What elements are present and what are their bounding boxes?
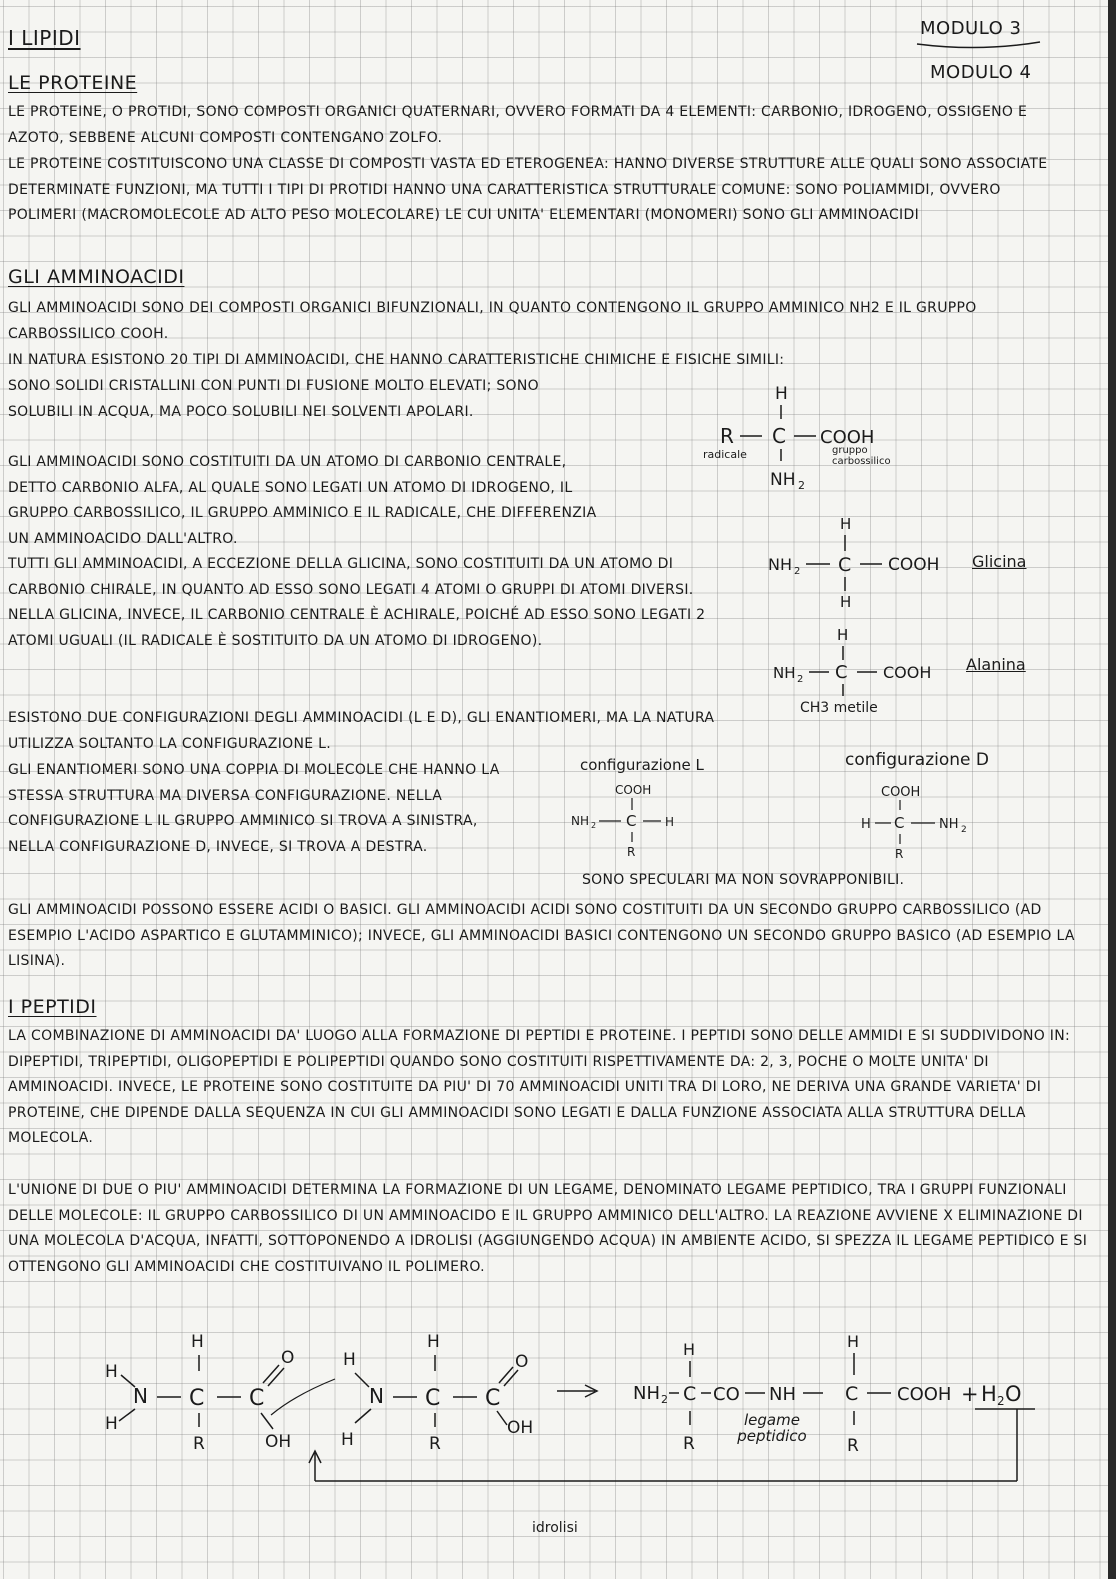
heading-peptidi: I PEPTIDI <box>8 996 97 1018</box>
svg-text:R: R <box>683 1434 695 1454</box>
svg-text:H: H <box>837 626 849 644</box>
svg-text:O: O <box>515 1352 529 1372</box>
amminoacidi-paragraph-7: GLI AMMINOACIDI POSSONO ESSERE ACIDI O BASICI. GLI AMMINOACIDI ACIDI SONO COSTITUITI DA UN SECONDO GRUPPO CARBOSSILICO (AD ESEMPIO L'ACIDO ASPARTICO E GLUTAMMINICO); INVECE, GLI AMMINOACIDI BASICI CONTENGONO UN SECONDO GRUPPO BASICO (AD ESEMPIO LA LISINA). <box>8 902 1075 970</box>
svg-text:N: N <box>369 1384 384 1408</box>
svg-text:R: R <box>720 424 734 448</box>
svg-text:2: 2 <box>798 479 805 492</box>
svg-text:H: H <box>105 1414 118 1434</box>
legame-peptidico-label: legame peptidico <box>737 1411 807 1445</box>
svg-text:COOH: COOH <box>615 783 652 797</box>
svg-text:COOH: COOH <box>820 427 875 448</box>
peptidi-paragraph-2: L'UNIONE DI DUE O PIU' AMMINOACIDI DETERMINA LA FORMAZIONE DI UN LEGAME, DENOMINATO LEGAME PEPTIDICO, TRA I GRUPPI FUNZIONALI DELLE MOLECOLE: IL GRUPPO CARBOSSILICO DI UN AMMINOACIDO E IL GRUPPO AMMINICO DELL'ALTRO. LA REAZIONE AVVIENE X ELIMINAZIONE DI UNA MOLECOLA D'ACQUA, INFATTI, SOTTOPONENDO A IDROLISI (AGGIUNGENDO ACQUA) IN AMBIENTE ACIDO, SI SPEZZA IL LEGAME PEPTIDICO E SI OTTENGONO GLI AMMINOACIDI CHE COSTITUIVANO IL POLIMERO. <box>8 1182 1088 1275</box>
svg-text:H: H <box>683 1340 696 1359</box>
svg-text:NH: NH <box>571 814 589 828</box>
svg-text:OH: OH <box>265 1432 292 1452</box>
heading-proteine: LE PROTEINE <box>8 72 138 94</box>
svg-text:O: O <box>281 1348 295 1368</box>
svg-text:H: H <box>343 1350 356 1370</box>
svg-text:H: H <box>341 1430 354 1450</box>
amminoacidi-paragraph-4: TUTTI GLI AMMINOACIDI, A ECCEZIONE DELLA GLICINA, SONO COSTITUITI DA UN ATOMO DI CARBONIO CHIRALE, IN QUANTO AD ESSO SONO LEGATI 4 ATOMI O GRUPPI DI ATOMI DIVERSI. NELLA GLICINA, INVECE, IL CARBONIO CENTRALE È ACHIRALE, POICHÉ AD ESSO SONO LEGATI 2 ATOMI UGUALI (IL RADICALE È SOSTITUITO DA UN ATOMO DI IDROGENO). <box>8 556 706 649</box>
svg-text:NH: NH <box>768 555 792 574</box>
svg-text:H: H <box>191 1332 204 1352</box>
speculari-note: SONO SPECULARI MA NON SOVRAPPONIBILI. <box>582 872 905 888</box>
module-3-underline <box>915 38 1045 50</box>
svg-text:R: R <box>429 1434 441 1454</box>
svg-text:H: H <box>840 593 852 611</box>
svg-text:O: O <box>1005 1382 1022 1406</box>
alanina-label: Alanina <box>966 655 1026 674</box>
metile-label: CH3 metile <box>800 700 878 716</box>
idrolisi-label: idrolisi <box>532 1520 578 1536</box>
svg-text:C: C <box>425 1386 441 1411</box>
svg-text:2: 2 <box>997 1394 1005 1408</box>
svg-text:NH: NH <box>769 1384 796 1405</box>
svg-text:+: + <box>961 1382 979 1406</box>
svg-text:H: H <box>105 1362 118 1382</box>
svg-text:H: H <box>427 1332 440 1352</box>
svg-text:H: H <box>981 1382 997 1406</box>
svg-text:H: H <box>840 515 852 533</box>
generic-group-label: gruppo carbossilico <box>832 445 891 467</box>
svg-text:H: H <box>847 1332 860 1351</box>
svg-text:NH: NH <box>770 470 796 490</box>
config-d-diagram <box>855 780 995 865</box>
svg-text:2: 2 <box>661 1393 668 1406</box>
config-d-label: configurazione D <box>845 750 989 770</box>
amminoacidi-paragraph-2b: SONO SOLIDI CRISTALLINI CON PUNTI DI FUSIONE MOLTO ELEVATI; SONO SOLUBILI IN ACQUA, MA POCO SOLUBILI NEI SOLVENTI APOLARI. <box>8 378 539 420</box>
svg-text:C: C <box>626 812 637 830</box>
svg-text:NH: NH <box>773 664 796 682</box>
glicina-diagram <box>760 515 960 615</box>
svg-text:C: C <box>189 1386 205 1411</box>
heading-amminoacidi: GLI AMMINOACIDI <box>8 266 185 288</box>
amminoacidi-paragraph-3: GLI AMMINOACIDI SONO COSTITUITI DA UN ATOMO DI CARBONIO CENTRALE, DETTO CARBONIO ALFA, AL QUALE SONO LEGATI UN ATOMO DI IDROGENO, IL GRUPPO CARBOSSILICO, IL GRUPPO AMMINICO E IL RADICALE, CHE DIFFERENZIA UN AMMINOACIDO DALL'ALTRO. <box>8 454 597 547</box>
svg-text:H: H <box>775 385 788 404</box>
svg-text:OH: OH <box>507 1418 534 1438</box>
svg-text:COOH: COOH <box>888 555 940 575</box>
svg-text:R: R <box>193 1434 205 1454</box>
generic-radical-label: radicale <box>703 448 747 461</box>
svg-text:R: R <box>627 845 636 859</box>
proteine-paragraph-1: LE PROTEINE, O PROTIDI, SONO COMPOSTI ORGANICI QUATERNARI, OVVERO FORMATI DA 4 ELEMENTI: CARBONIO, IDROGENO, OSSIGENO E AZOTO, SEBBENE ALCUNI COMPOSTI CONTENGANO ZOLFO. <box>8 104 1028 146</box>
glicina-label: Glicina <box>972 552 1027 571</box>
peptidi-paragraph-1: LA COMBINAZIONE DI AMMINOACIDI DA' LUOGO ALLA FORMAZIONE DI PEPTIDI E PROTEINE. I PEPTIDI SONO DELLE AMMIDI E SI SUDDIVIDONO IN: DIPEPTIDI, TRIPEPTIDI, OLIGOPEPTIDI E POLIPEPTIDI QUANDO SONO COSTITUITI RISPETTIVAMENTE DA: 2, 3, POCHE O MOLTE UNITA' DI AMMINOACIDI. INVECE, LE PROTEINE SONO COSTITUITE DA PIU' DI 70 AMMINOACIDI UNITI TRA DI LORO, NE DERIVA UNA GRANDE VARIETA' DI PROTEINE, CHE DIPENDE DALLA SEQUENZA IN CUI GLI AMMINOACIDI SONO LEGATI E DALLA FUNZIONE ASSOCIATA ALLA STRUTTURA DELLA MOLECOLA. <box>8 1028 1071 1147</box>
proteine-paragraph-2: LE PROTEINE COSTITUISCONO UNA CLASSE DI COMPOSTI VASTA ED ETEROGENEA: HANNO DIVERSE STRUTTURE ALLE QUALI SONO ASSOCIATE DETERMINATE FUNZIONI, MA TUTTI I TIPI DI PROTIDI HANNO UNA CARATTERISTICA STRUTTURALE COMUNE: SONO POLIAMMIDI, OVVERO POLIMERI (MACROMOLECOLE AD ALTO PESO MOLECOLARE) LE CUI UNITA' ELEMENTARI (MONOMERI) SONO GLI AMMINOACIDI <box>8 156 1048 224</box>
svg-text:C: C <box>894 814 905 832</box>
svg-text:C: C <box>845 1383 859 1405</box>
svg-text:NH: NH <box>939 817 959 832</box>
svg-text:2: 2 <box>794 566 801 577</box>
amminoacidi-paragraph-1: GLI AMMINOACIDI SONO DEI COMPOSTI ORGANICI BIFUNZIONALI, IN QUANTO CONTENGONO IL GRUPPO AMMINICO NH2 E IL GRUPPO CARBOSSILICO COOH. <box>8 300 977 342</box>
amminoacidi-paragraph-5: ESISTONO DUE CONFIGURAZIONI DEGLI AMMINOACIDI (L E D), GLI ENANTIOMERI, MA LA NATURA UTILIZZA SOLTANTO LA CONFIGURAZIONE L. <box>8 710 715 752</box>
module-3-label: MODULO 3 <box>920 18 1022 39</box>
svg-text:2: 2 <box>797 674 804 685</box>
svg-text:COOH: COOH <box>897 1384 952 1405</box>
svg-text:COOH: COOH <box>883 663 932 682</box>
amminoacidi-paragraph-2a: IN NATURA ESISTONO 20 TIPI DI AMMINOACIDI, CHE HANNO CARATTERISTICHE CHIMICHE E FISICHE SIMILI: <box>8 352 785 368</box>
svg-text:C: C <box>835 662 848 683</box>
peptide-reaction-diagram <box>95 1325 1075 1525</box>
svg-text:NH: NH <box>633 1383 660 1404</box>
heading-lipidi: I LIPIDI <box>8 26 81 50</box>
svg-text:H: H <box>665 815 675 829</box>
svg-text:R: R <box>895 847 904 861</box>
svg-text:CO: CO <box>713 1384 740 1405</box>
notebook-binding-edge <box>1108 0 1116 1579</box>
svg-text:N: N <box>133 1384 148 1408</box>
svg-text:R: R <box>847 1436 859 1456</box>
amminoacidi-paragraph-6: GLI ENANTIOMERI SONO UNA COPPIA DI MOLECOLE CHE HANNO LA STESSA STRUTTURA MA DIVERSA CONFIGURAZIONE. NELLA CONFIGURAZIONE L IL GRUPPO AMMINICO SI TROVA A SINISTRA, NELLA CONFIGURAZIONE D, INVECE, SI TROVA A DESTRA. <box>8 762 500 855</box>
svg-text:COOH: COOH <box>881 785 921 800</box>
svg-text:2: 2 <box>591 821 597 830</box>
svg-text:C: C <box>683 1383 697 1405</box>
module-4-label: MODULO 4 <box>930 62 1032 83</box>
svg-text:C: C <box>485 1386 501 1411</box>
svg-text:C: C <box>838 554 852 576</box>
config-l-label: configurazione L <box>580 756 704 774</box>
svg-text:2: 2 <box>961 825 967 835</box>
config-l-diagram <box>565 780 695 865</box>
svg-text:C: C <box>772 424 786 448</box>
alanina-diagram <box>765 622 965 702</box>
svg-text:H: H <box>861 817 871 832</box>
svg-text:C: C <box>249 1386 265 1411</box>
generic-amminoacido-diagram <box>700 385 930 495</box>
